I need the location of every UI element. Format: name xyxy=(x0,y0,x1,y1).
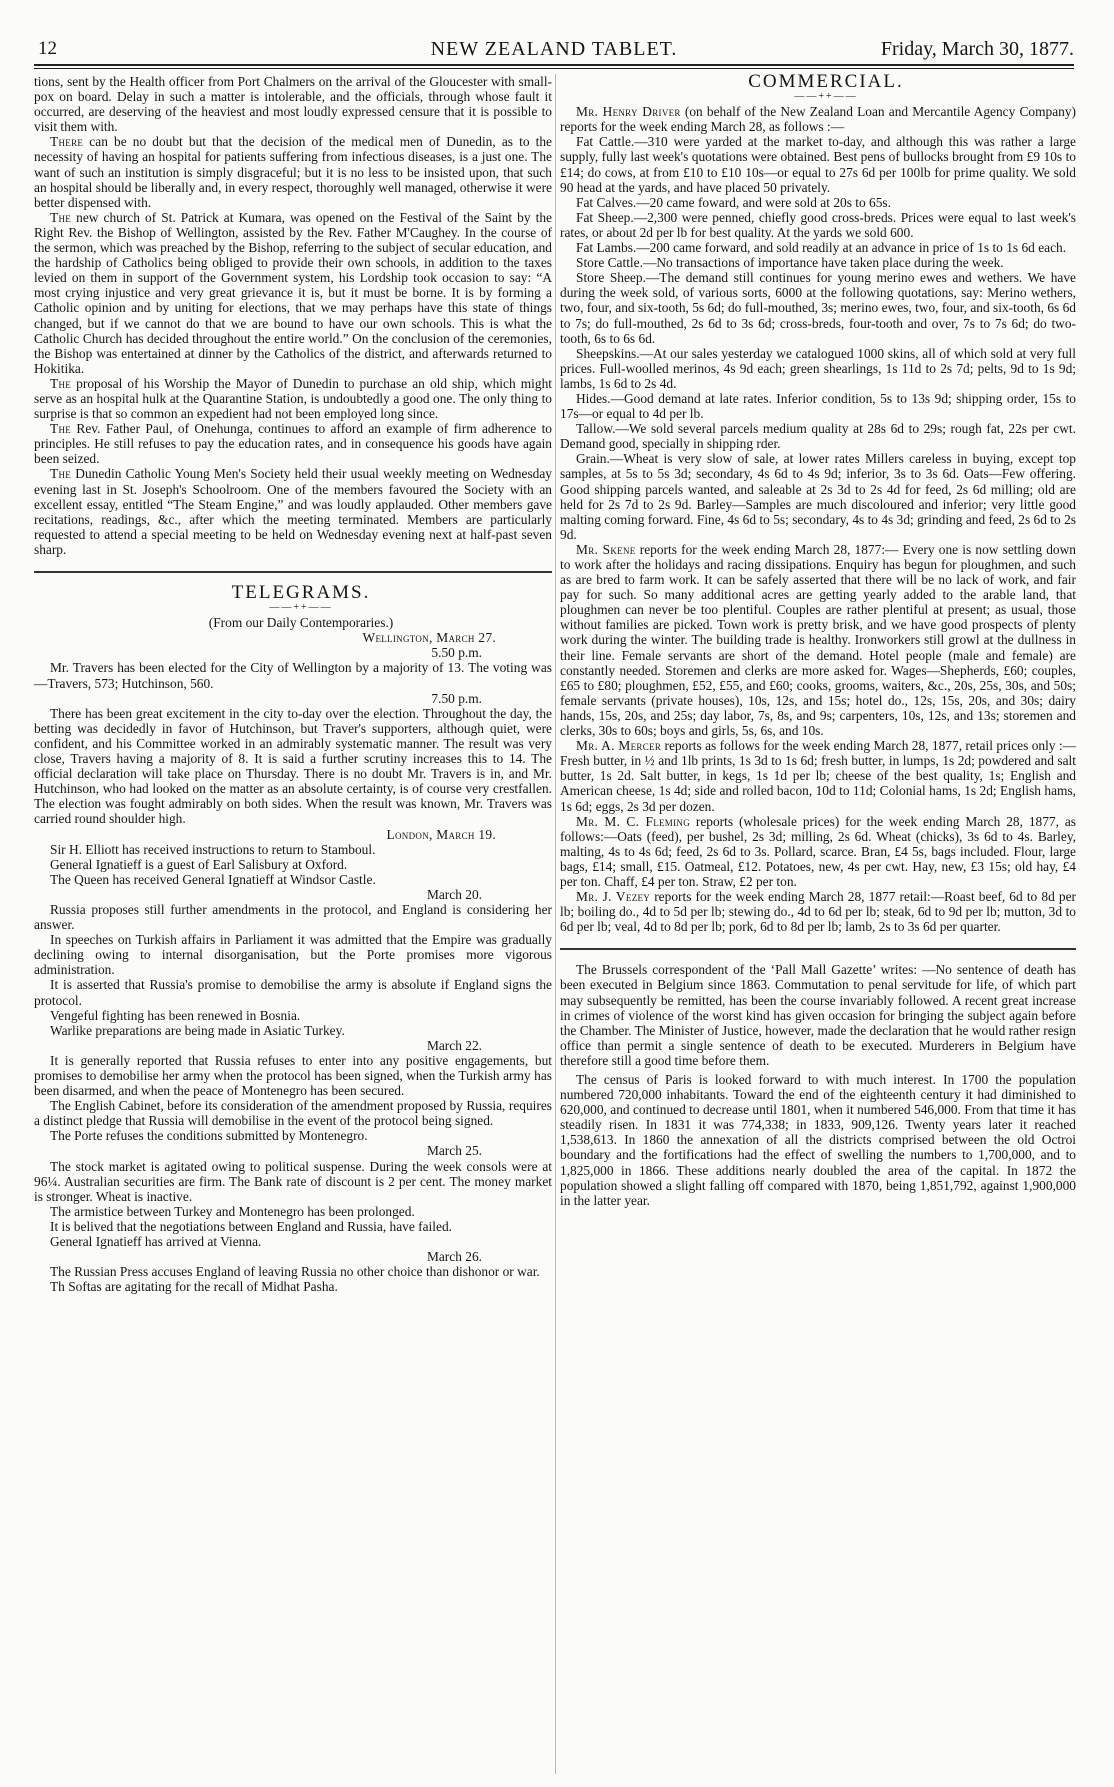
article-paragraph xyxy=(34,210,552,376)
telegram-item: Mr. Travers has been elected for the City of Wellington by a majority of 13. The voting was—Travers, 573; Hutchinson, 560. xyxy=(34,660,552,691)
reporter-name: Mr. Skene xyxy=(576,541,636,557)
telegram-item: Russia proposes still further amendments in the protocol, and England is considering her answer. xyxy=(34,901,552,933)
paragraph-text: Rev. Father Paul, of Onehunga, continues to afford an example of firm adherence to principles. He still refuses to pay the education rates, and in consequence his goods have again been seized. xyxy=(34,421,552,467)
page-header xyxy=(34,38,1074,62)
report-paragraph xyxy=(560,889,1076,934)
reporter-name: Mr. Henry Driver xyxy=(576,104,681,120)
market-item: Tallow.—We sold several parcels medium quality at 28s 6d to 29s; rough fat, 22s per cwt. Demand good, specially in shipping rder. xyxy=(560,421,1076,452)
page-number: 12 xyxy=(38,38,57,59)
market-item: Grain.—Wheat is very slow of sale, at lower rates Millers careless in buying, except top samples, at 5s to 5s 3d; secondary, 4s 6d to 4s 9d; inferior, 3s to 3s 6d. Oats—Few offering. Good shipping parcels wanted, and saleable at 2s 3d to 2s 4d for feed, 2s 6d milling; old are held for 2s 7d to 2s 9d. Barley—Samples are much discoloured and inferior; very little good malting coming forward. Fine, 4s 6d to 5s; secondary, 4s to 4s 3d; grinding and feed, 2s 6d to 2s 9d. xyxy=(560,451,1076,542)
left-column xyxy=(34,74,552,1294)
telegram-item: The stock market is agitated owing to political suspense. During the week consols were at 96¼. Australian securities are firm. The Bank rate of discount is 2 per cent. The money market is stronger. Wheat is inactive. xyxy=(34,1158,552,1204)
telegram-item: Warlike preparations are being made in Asiatic Turkey. xyxy=(50,1022,345,1038)
market-item: Hides.—Good demand at late rates. Inferior condition, 5s to 13s 9d; shipping order, 15s to 17s—or equal to 4d per lb. xyxy=(560,390,1076,422)
article-paragraph xyxy=(34,421,552,466)
section-separator xyxy=(34,571,552,573)
market-item: Fat Cattle.—310 were yarded at the market to-day, and although this was rather a large supply, fully last week's quotations were obtained. Best pens of bullocks brought from £9 10s to £14; do cows, at from £10 to £10 10s—or equal to 27s 6d per 100lb for prime quality. We sold 90 head at the yards, and have placed 50 privately. xyxy=(560,134,1076,195)
lead-word: There xyxy=(50,134,84,150)
paragraph-text: reports as follows for the week ending March 28, 1877, retail prices only :—Fresh butter, in ½ and 1lb prints, 1s 3d to 1s 6d; fresh butter, in lumps, 1s 2d; powdered and salt butter, 1s 2d. Salt butter, in kegs, 1s 1d per lb; cheese of the best quality, 1s; English and American cheese, 1s 4d; side and rolled bacon, 10d to 11d; Colonial hams, 1s 2d; English hams, 1s 6d; eggs, 2s 3d per dozen. xyxy=(560,738,1077,814)
paragraph-text: reports (wholesale prices) for the week ending March 28, 1877, as follows:—Oats (feed), per bushel, 2s 3d; milling, 2s 6d. Wheat (chicks), 3s 6d to 4s. Barley, malting, 4s to 4s 6d; feed, 2s 6d to 3s. Pollard, scarce. Bran, £4 5s, bags included. Flour, large bags, £14; small, £15. Oatmeal, £12. Potatoes, new, 4s per cwt. Hay, new, £3 15s; old hay, £4 per ton. Chaff, £4 per ton. Straw, £2 per ton. xyxy=(560,813,1076,889)
lead-word: The xyxy=(50,421,72,437)
telegram-item: It is belived that the negotiations between England and Russia, have failed. xyxy=(50,1218,452,1234)
report-paragraph xyxy=(560,542,1076,738)
ornament: ——++—— xyxy=(794,91,858,103)
lead-word: The xyxy=(50,466,72,482)
market-item: Sheepskins.—At our sales yesterday we catalogued 1000 skins, all of which sold at very full prices. Full-woolled merinos, 4s 9d each; green shearlings, 1s 11d to 2s 7d; pelts, 9d to 1s 9d; lambs, 1s 6d to 2s 4d. xyxy=(560,345,1076,391)
telegram-item: Sir H. Elliott has received instructions to return to Stamboul. xyxy=(50,841,376,857)
reporter-name: Mr. A. Mercer xyxy=(576,738,662,754)
header-rule xyxy=(34,64,1074,66)
paragraph-text: Dunedin Catholic Young Men's Society held their usual weekly meeting on Wednesday evening last in St. Joseph's Schoolroom. One of the members favoured the Society with an excellent essay, entitled “The Steam Engine,” and was loudly applauded. Other members gave recitations, readings, &c., after which the meeting terminated. Members are particularly requested to attend a special meeting to be held on Wednesday evening next at half-past seven sharp. xyxy=(34,466,552,557)
paragraph-text: reports for the week ending March 28, 1877 retail:—Roast beef, 6d to 8d per lb; boiling do., 4d to 5d per lb; stewing do., 4d to 6d per lb; steak, 6d to 9d per lb; mutton, 3d to 6d per lb; veal, 4d to 8d per lb; pork, 6d to 8d per lb; lamb, 2s to 3s 6d per quarter. xyxy=(560,889,1076,935)
telegram-item: The Russian Press accuses England of leaving Russia no other choice than dishonor or war. xyxy=(50,1264,540,1280)
timestamp: 5.50 p.m. xyxy=(431,645,482,661)
dateline: London, March 19. xyxy=(386,826,496,842)
dateline: March 22. xyxy=(426,1037,482,1053)
telegram-item: In speeches on Turkish affairs in Parliament it was admitted that the Empire was gradually declining owing to internal disorganisation, but the Porte promises more vigorous administration. xyxy=(34,932,552,978)
market-item: Fat Calves.—20 came foward, and were sold at 20s to 65s. xyxy=(576,194,891,210)
right-column xyxy=(560,71,1077,1208)
telegram-item: General Ignatieff has arrived at Vienna. xyxy=(50,1234,262,1250)
masthead-title: NEW ZEALAND TABLET. xyxy=(430,38,678,60)
paragraph-text: reports for the week ending March 28, 1877:— Every one is now settling down to work after the holidays and racing dissipations. Enquiry has begun for ploughmen, and such as are bred to farm work. It can be safely asserted that there will be no lack of work, and fair pay for such. So many additional acres are getting yearly added to the arable land, that ploughmen can never be too plentiful. Couples are rather plentiful at present; as usual, those without families are picked. Town work is pretty brisk, and we have good prospects of plenty work during the winter. The building trade is healthy. Ironworkers still growl at the dullness in their line. Female servants are short of the demand. Hotel people (male and female) are constantly needed. Storemen and clerks are more asked for. Wages—Shepherds, £60; couples, £65 to £80; ploughmen, £52, £55, and £60; cooks, grooms, waiters, &c., 20s, 25s, 30s, and 50s; female servants (private houses), 10s, 12s, and 15s; hotel do., 12s, 15s, 20s, and 30s; dairy hands, 15s, 20s, and 25s; day labor, 7s, 8s, and 9s; carpenters, 10s, 12s, and 13s; storemen and clerks, 30s to 60s; boys and girls, 5s, 6s, and 10s. xyxy=(560,541,1076,739)
dateline: March 20. xyxy=(426,886,482,902)
report-paragraph xyxy=(560,104,1076,134)
article-paragraph: The Brussels correspondent of the ‘Pall Mall Gazette’ writes: —No sentence of death has been executed in Belgium since 1863. Commutation to penal servitude for life, of which part may subsequently be remitted, has been the course invariably followed. A recent great increase in crimes of violence of the worst kind has given occasion for bringing the subject again before the Chamber. The Minister of Justice, however, made the declaration that he would rather resign office than permit a single sentence of death to be executed. Murderers in Belgium have therefore still a good time before them. xyxy=(560,962,1076,1068)
market-item: Fat Sheep.—2,300 were penned, chiefly good cross-breds. Prices were equal to last week's rates, or about 2d per lb for best quality. At the yards we sold 600. xyxy=(560,209,1076,240)
report-paragraph xyxy=(560,814,1076,889)
source-line: (From our Daily Contemporaries.) xyxy=(208,615,394,631)
report-paragraph xyxy=(560,738,1076,813)
market-item: Store Sheep.—The demand still continues for young merino ewes and wethers. We have during the week sold, of various sorts, 6000 at the following quotations, say: Merino wethers, two, four, and six-tooth, 5s 6d; do full-mouthed, 3s; merino ewes, two, four, and six-tooth, 6s 6d to 7s; do full-mouthed, 2s 6d to 3s 6d; cross-breds, four-tooth and over, 7s to 7s 6d; do two-tooth, 6s to 6s 6d. xyxy=(560,270,1076,346)
dateline: Wellington, March 27. xyxy=(362,630,496,646)
telegram-item: It is generally reported that Russia refuses to enter into any positive engagements, but promises to demobilise her army when the protocol has been signed, when the Turkish army has been disarmed, and when the peace of Montenegro has been secured. xyxy=(34,1052,552,1099)
reporter-name: Mr. J. Vezey xyxy=(576,889,651,905)
telegram-item: The English Cabinet, before its consideration of the amendment proposed by Russia, requires a distinct pledge that Russia will demobilise in the event of the protocol being signed. xyxy=(34,1098,552,1129)
section-separator xyxy=(560,948,1076,950)
telegram-item: It is asserted that Russia's promise to demobilise the army is absolute if England signs the protocol. xyxy=(34,977,552,1008)
ornament: ——++—— xyxy=(269,602,333,614)
reporter-name: Mr. M. C. Fleming xyxy=(576,813,690,829)
telegrams-heading: TELEGRAMS. xyxy=(231,582,371,603)
paragraph-text: proposal of his Worship the Mayor of Dunedin to purchase an old ship, which might serve as an hospital hulk at the Quarantine Station, is undoubtedly a good one. The only thing to surprise is that so common an expedient had not been employed long since. xyxy=(34,375,552,422)
article-paragraph xyxy=(34,376,552,421)
article-paragraph xyxy=(34,466,552,557)
telegram-item: Th Softas are agitating for the recall of Midhat Pasha. xyxy=(50,1279,338,1295)
column-divider xyxy=(555,74,556,1774)
telegram-item: General Ignatieff is a guest of Earl Salisbury at Oxford. xyxy=(50,856,348,872)
paragraph-text: new church of St. Patrick at Kumara, was opened on the Festival of the Saint by the Right Rev. the Bishop of Wellington, assisted by the Rev. Father M'Caughey. In the course of the sermon, which was preached by the Bishop, referring to the subject of secular education, and the hardship of Catholics being obliged to provide their own schools, in addition to the taxes levied on them in support of the Government system, his Lordship took occasion to say: “A most crying injustice and very great grievance it is, but it must be borne. It is by forming a Catholic opinion and by uniting for elections, that we may perhaps have this state of things changed, but if we cannot do that we are bound to have our own schools. This is what the Catholic Church has decided throughout the entire world.” On the conclusion of the ceremonies, the Bishop was entertained at dinner by the Catholics of the district, and afterwards returned to Hokitika. xyxy=(34,209,552,376)
lead-word: The xyxy=(50,209,72,225)
telegram-item: The armistice between Turkey and Montenegro has been prolonged. xyxy=(50,1203,415,1219)
dateline: March 25. xyxy=(426,1143,482,1159)
commercial-heading: COMMERCIAL. xyxy=(748,71,904,92)
market-item: Fat Lambs.—200 came forward, and sold readily at an advance in price of 1s to 1s 6d each. xyxy=(576,240,1067,256)
paragraph-text: can be no doubt but that the decision of the medical men of Dunedin, as to the necessity of having an hospital for patients suffering from infectious diseases, is a just one. The want of such an institution is simply disgraceful; but it is no less to be insisted upon, that such an hospital should be liberally and, in every respect, thoroughly well managed, otherwise it were better dispensed with. xyxy=(34,134,552,210)
dateline: March 26. xyxy=(426,1249,482,1265)
article-paragraph xyxy=(34,134,552,209)
article-paragraph: The census of Paris is looked forward to with much interest. In 1700 the population numbered 720,000 inhabitants. Toward the end of the eighteenth century it had diminished to 620,000, and continued to decrease until 1801, when it numbered 546,000. From that time it has steadily risen. In 1831 it was 774,338; in 1833, 909,126. Twenty years later it reached 1,538,613. In 1860 the annexation of all the districts comprised between the old Octroi boundary and the fortifications had the effect of swelling the numbers to 1,700,000, and to 1,825,000 in 1866. These additions nearly doubled the area of the capital. In 1872 the population showed a slight falling off compared with 1870, being 1,851,792, against 1,900,000 in the latter year. xyxy=(560,1072,1076,1208)
market-item: Store Cattle.—No transactions of importance have taken place during the week. xyxy=(576,255,1004,271)
telegram-item: The Queen has received General Ignatieff at Windsor Castle. xyxy=(50,871,376,887)
telegram-item: The Porte refuses the conditions submitted by Montenegro. xyxy=(50,1128,368,1144)
paragraph-text: (on behalf of the New Zealand Loan and Mercantile Agency Company) reports for the week ending March 28, as follows :— xyxy=(560,104,1076,135)
telegram-item: Vengeful fighting has been renewed in Bosnia. xyxy=(50,1007,301,1023)
article-paragraph: tions, sent by the Health officer from Port Chalmers on the arrival of the Gloucester with small-pox on board. Delay in such a matter is intolerable, and the officials, through whose fault it occurred, are deserving of the heaviest and most loudly expressed censure that it is possible to visit them with. xyxy=(34,74,552,135)
telegram-item: There has been great excitement in the city to-day over the election. Throughout the day, the betting was decidedly in favor of Hutchinson, but Traver's supporters, although quiet, were confident, and his Committee worked in an admirably systematic manner. The result was very close, Travers having a majority of 8. It is said a further scrutiny increases this to 14. The official declaration will take place on Thursday. There is no doubt Mr. Travers is in, and Mr. Hutchinson, who had looked on the matter as an absolute certainty, is of course very crestfallen. The election was fought admirably on both sides. When the result was known, Mr. Travers was carried round shoulder high. xyxy=(34,705,552,827)
header-rule-thin xyxy=(34,68,1074,69)
timestamp: 7.50 p.m. xyxy=(431,690,482,706)
issue-date: Friday, March 30, 1877. xyxy=(880,38,1074,60)
lead-word: The xyxy=(50,375,72,391)
